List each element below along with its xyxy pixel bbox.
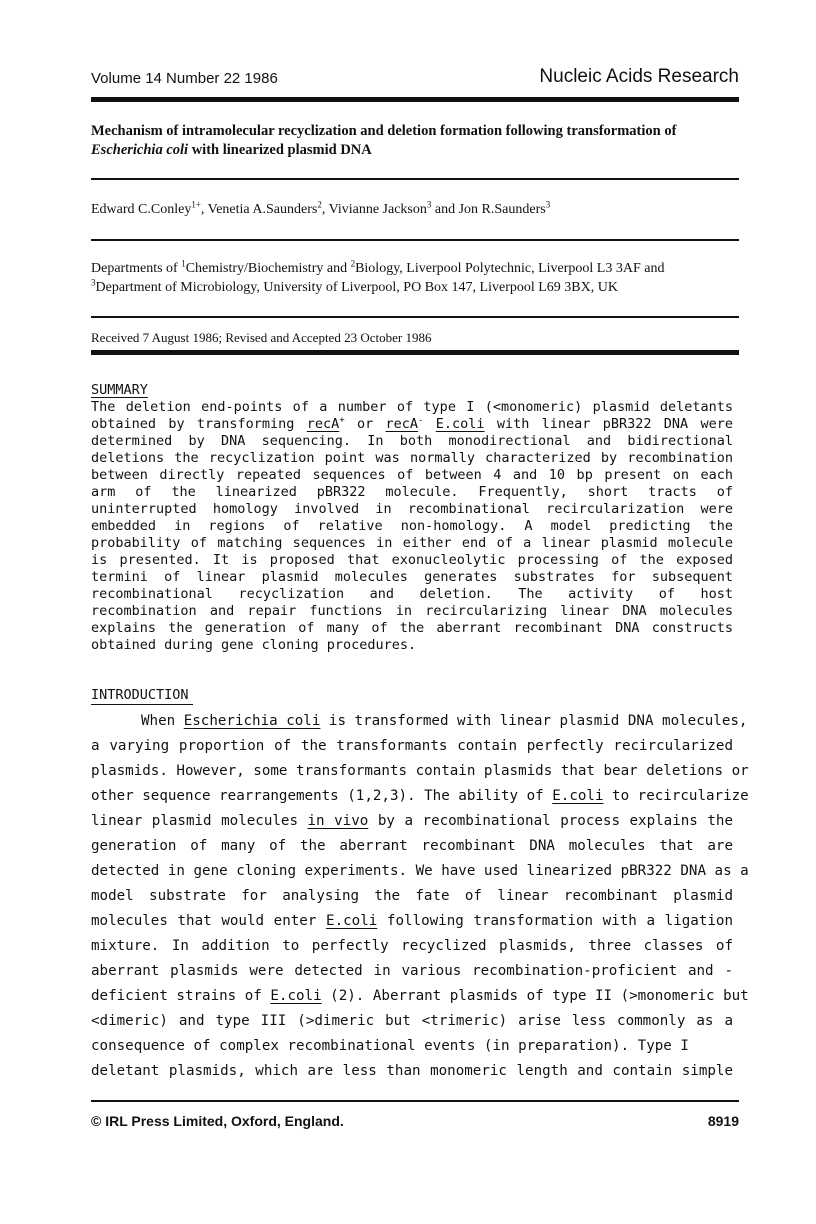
affil-mark: 3 <box>91 277 96 288</box>
affil-text: Chemistry/Biochemistry and <box>185 261 351 276</box>
summary-line: recombinational recyclization and deletion. The activity of host <box>91 586 733 602</box>
intro-line: model substrate for analysing the fate of linear recombinant plasmid <box>91 888 733 904</box>
intro-text: (2). Aberrant plasmids of type II (>monomeric but <box>321 988 749 1004</box>
intro-line: aberrant plasmids were detected in various recombination-proficient and - <box>91 963 733 979</box>
summary-line: The deletion end-points of a number of type I (<monomeric) plasmid deletants <box>91 399 733 415</box>
introduction-heading: INTRODUCTION <box>91 687 189 703</box>
summary-heading-text: SUMMARY <box>91 382 148 398</box>
journal-name: Nucleic Acids Research <box>539 66 739 87</box>
intro-text: deficient strains of <box>91 988 271 1004</box>
gene-sup: - <box>418 415 424 426</box>
organism-name: E.coli <box>270 988 322 1004</box>
summary-line: embedded in regions of relative non-homology. A model predicting the <box>91 518 733 534</box>
organism-name: E.coli <box>435 416 485 432</box>
organism-name: E.coli <box>552 788 604 804</box>
gene-sup: + <box>339 415 345 426</box>
organism-name: E.coli <box>326 913 378 929</box>
summary-line: is presented. It is proposed that exonucleolytic processing of the exposed <box>91 552 733 568</box>
intro-line: detected in gene cloning experiments. We have used linearized pBR322 DNA as a <box>91 863 749 879</box>
article-title <box>91 122 741 160</box>
summary-heading <box>91 382 148 398</box>
intro-line: plasmids. However, some transformants contain plasmids that bear deletions or <box>91 763 749 779</box>
authors-rule <box>91 239 739 241</box>
summary-line: explains the generation of many of the aberrant recombinant DNA constructs <box>91 620 733 636</box>
intro-text: linear plasmid molecules <box>91 813 308 829</box>
header-rule <box>91 97 739 102</box>
author-affil-mark: 3 <box>545 199 551 210</box>
author-list <box>91 199 551 218</box>
summary-line: arm of the linearized pBR322 molecule. Frequently, short tracts of <box>91 484 733 500</box>
affil-mark: 1 <box>181 258 186 269</box>
affiliation-rule <box>91 316 739 318</box>
author-name: Edward C.Conley <box>91 202 192 217</box>
summary-line: determined by DNA sequencing. In both monodirectional and bidirectional <box>91 433 733 449</box>
author-separator: and <box>431 202 459 217</box>
author-name: Jon R.Saunders <box>458 202 546 217</box>
organism-name: Escherichia coli <box>183 713 321 729</box>
summary-text: with linear pBR322 DNA were <box>484 416 733 432</box>
intro-line <box>91 813 733 829</box>
title-organism: Escherichia coli <box>91 142 189 158</box>
intro-text: to recircularize <box>603 788 749 804</box>
summary-text: obtained by transforming <box>91 416 307 432</box>
intro-line: mixture. In addition to perfectly recyclized plasmids, three classes of <box>91 938 733 954</box>
author-affil-mark: 3 <box>426 199 432 210</box>
author-name: Vivianne Jackson <box>328 202 427 217</box>
intro-text: following transformation with a ligation <box>377 913 733 929</box>
summary-line: recombination and repair functions in recircularizing linear DNA molecules <box>91 603 733 619</box>
title-line-2: with linearized plasmid DNA <box>188 142 372 158</box>
received-dates: Received 7 August 1986; Revised and Accepted 23 October 1986 <box>91 330 432 345</box>
affiliations <box>91 259 741 297</box>
introduction-heading-underline <box>91 704 193 705</box>
volume-info: Volume 14 Number 22 1986 <box>91 70 278 87</box>
author-affil-mark: 1+ <box>191 199 201 210</box>
intro-text: other sequence rearrangements (1,2,3). The ability of <box>91 788 553 804</box>
intro-line: generation of many of the aberrant recombinant DNA molecules that are <box>91 838 733 854</box>
affil-mark: 2 <box>350 258 356 269</box>
title-rule <box>91 178 739 180</box>
intro-line <box>141 713 748 729</box>
intro-line: consequence of complex recombinational events (in preparation). Type I <box>91 1038 689 1054</box>
intro-text: is transformed with linear plasmid DNA molecules, <box>320 713 748 729</box>
intro-text: by a recombinational process explains the <box>368 813 734 829</box>
affil-text: Department of Microbiology, University of Liverpool, PO Box 147, Liverpool L69 3BX, UK <box>95 280 618 295</box>
summary-line: termini of linear plasmid molecules generates substrates for subsequent <box>91 569 733 585</box>
intro-line: deletant plasmids, which are less than monomeric length and contain simple <box>91 1063 733 1079</box>
footer-rule <box>91 1100 739 1102</box>
page-number: 8919 <box>707 1113 739 1129</box>
summary-line <box>91 416 733 432</box>
summary-text: or <box>344 416 386 432</box>
gene-name: recA <box>385 416 419 432</box>
summary-line: uninterrupted homology involved in recombinational recircularization were <box>91 501 733 517</box>
summary-text <box>423 416 435 432</box>
title-line-1: Mechanism of intramolecular recyclization and deletion formation following transformation of <box>91 123 677 139</box>
author-separator: , <box>321 202 329 217</box>
intro-line <box>91 913 733 929</box>
intro-line: <dimeric) and type III (>dimeric but <trimeric) arise less commonly as a <box>91 1013 733 1029</box>
copyright-notice: © IRL Press Limited, Oxford, England. <box>91 1113 344 1129</box>
intro-text: When <box>141 713 184 729</box>
summary-line: obtained during gene cloning procedures. <box>91 637 417 653</box>
intro-line: a varying proportion of the transformants contain perfectly recircularized <box>91 738 733 754</box>
latin-term: in vivo <box>307 813 369 829</box>
front-matter-rule <box>91 350 739 355</box>
author-separator: , <box>200 202 208 217</box>
summary-line: probability of matching sequences in either end of a linear plasmid molecule <box>91 535 733 551</box>
summary-line: between directly repeated sequences of between 4 and 10 bp present on each <box>91 467 733 483</box>
intro-line <box>91 788 749 804</box>
gene-name: recA <box>306 416 340 432</box>
author-name: Venetia A.Saunders <box>207 202 318 217</box>
affil-text: Biology, Liverpool Polytechnic, Liverpool L3 3AF and <box>355 261 665 276</box>
affil-text: Departments of <box>91 261 182 276</box>
intro-text: molecules that would enter <box>91 913 327 929</box>
intro-line <box>91 988 749 1004</box>
author-affil-mark: 2 <box>317 199 322 210</box>
summary-line: deletions the recyclization point was normally characterized by recombination <box>91 450 733 466</box>
